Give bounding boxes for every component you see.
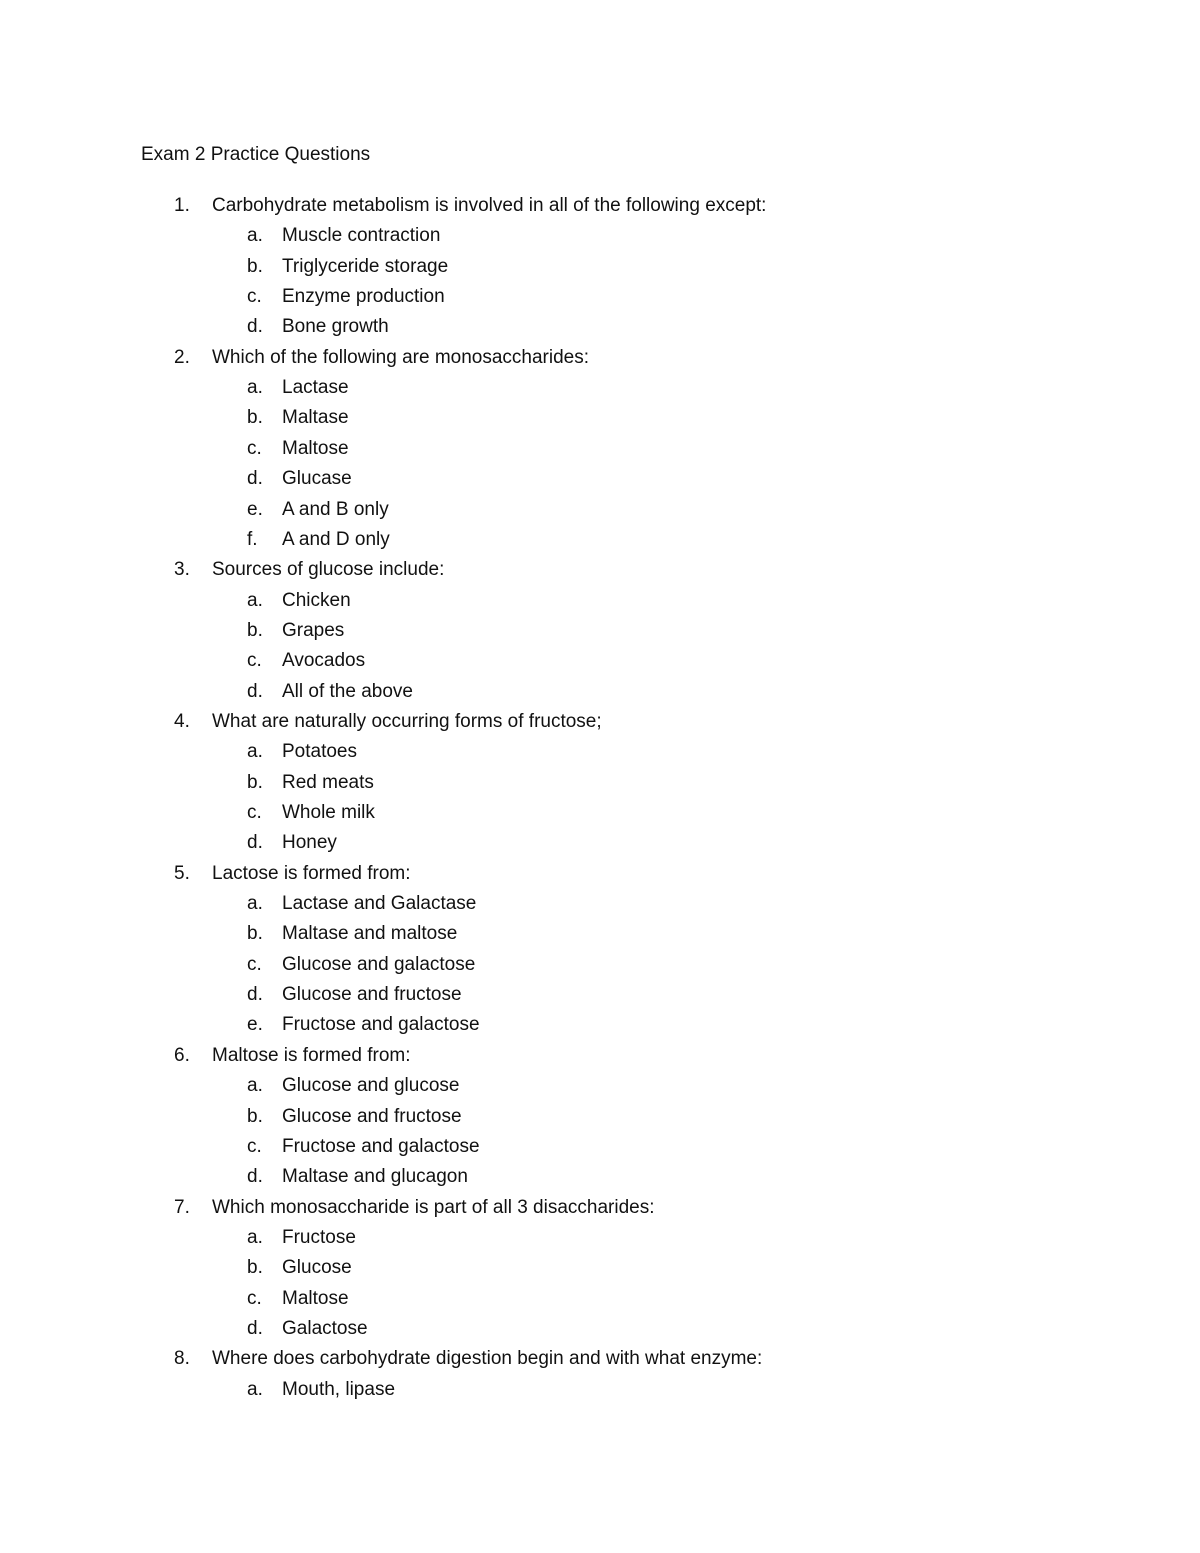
option-letter: a.: [247, 1075, 263, 1097]
option-text: Lactase and Galactase: [282, 893, 477, 915]
option-letter: b.: [247, 771, 263, 793]
option-letter: b.: [247, 255, 263, 277]
option-text: Fructose and galactose: [282, 1135, 480, 1157]
option-letter: b.: [247, 923, 263, 945]
question-text: Where does carbohydrate digestion begin and with what enzyme:: [212, 1348, 763, 1370]
option-letter: d.: [247, 1166, 263, 1188]
option-text: Enzyme production: [282, 286, 445, 308]
option-text: Glucose and fructose: [282, 984, 462, 1006]
question-text: Maltose is formed from:: [212, 1044, 411, 1066]
option-letter: d.: [247, 832, 263, 854]
question-text: Sources of glucose include:: [212, 559, 445, 581]
option-text: Whole milk: [282, 802, 375, 823]
option-text: Glucose: [282, 1257, 352, 1279]
option-text: Chicken: [282, 589, 351, 611]
option-letter: b.: [247, 1257, 263, 1279]
option-text: Fructose: [282, 1226, 356, 1248]
option-letter: c.: [247, 1287, 262, 1309]
question-text: Lactose is formed from:: [212, 862, 411, 884]
question-text: What are naturally occurring forms of fructose;: [212, 710, 602, 732]
option-letter: e.: [247, 1014, 263, 1036]
option-letter: b.: [247, 619, 263, 641]
option-text: Maltase and maltose: [282, 923, 458, 945]
option-text: Avocados: [282, 650, 366, 672]
option-text: Glucose and fructose: [282, 1105, 462, 1127]
question-text: Carbohydrate metabolism is involved in all of the following except:: [212, 195, 767, 216]
option-text: Galactose: [282, 1317, 368, 1339]
option-letter: c.: [247, 953, 262, 975]
question-number: 1.: [174, 195, 190, 216]
option-text: A and B only: [282, 498, 389, 520]
option-letter: d.: [247, 1317, 263, 1339]
option-letter: a.: [247, 1226, 263, 1248]
option-text: Muscle contraction: [282, 225, 441, 247]
question-number: 5.: [174, 862, 190, 884]
option-letter: c.: [247, 437, 262, 459]
option-letter: d.: [247, 316, 263, 338]
option-letter: a.: [247, 377, 263, 399]
option-text: Maltase: [282, 407, 349, 429]
option-letter: a.: [247, 893, 263, 915]
document-title: Exam 2 Practice Questions: [141, 144, 371, 165]
option-letter: a.: [247, 225, 263, 247]
option-text: Glucase: [282, 468, 352, 490]
option-text: Mouth, lipase: [282, 1378, 396, 1400]
option-letter: e.: [247, 498, 263, 520]
option-text: Fructose and galactose: [282, 1014, 480, 1036]
option-text: Grapes: [282, 619, 345, 641]
option-text: A and D only: [282, 528, 390, 550]
option-text: Triglyceride storage: [282, 255, 449, 277]
option-letter: d.: [247, 984, 263, 1006]
question-number: 3.: [174, 559, 190, 581]
option-text: Maltase and glucagon: [282, 1166, 468, 1188]
option-text: Maltose: [282, 1287, 349, 1309]
option-text: All of the above: [282, 680, 413, 702]
question-number: 7.: [174, 1196, 190, 1218]
option-letter: a.: [247, 1378, 263, 1400]
option-letter: c.: [247, 802, 262, 823]
option-text: Honey: [282, 832, 337, 854]
question-number: 6.: [174, 1044, 190, 1066]
option-letter: b.: [247, 407, 263, 429]
question-text: Which of the following are monosaccharides:: [212, 346, 590, 368]
question-number: 2.: [174, 346, 190, 368]
option-letter: a.: [247, 741, 263, 763]
option-letter: c.: [247, 1135, 262, 1157]
option-text: Maltose: [282, 437, 349, 459]
option-text: Bone growth: [282, 316, 389, 338]
option-letter: f.: [247, 528, 258, 550]
option-letter: d.: [247, 680, 263, 702]
option-text: Lactase: [282, 377, 349, 399]
option-letter: a.: [247, 589, 263, 611]
option-letter: c.: [247, 650, 262, 672]
question-number: 8.: [174, 1348, 190, 1370]
option-letter: d.: [247, 468, 263, 490]
option-letter: b.: [247, 1105, 263, 1127]
question-number: 4.: [174, 710, 190, 732]
option-text: Glucose and glucose: [282, 1075, 460, 1097]
question-text: Which monosaccharide is part of all 3 disaccharides:: [212, 1196, 655, 1218]
option-text: Red meats: [282, 771, 374, 793]
option-text: Glucose and galactose: [282, 953, 476, 975]
option-letter: c.: [247, 286, 262, 308]
option-text: Potatoes: [282, 741, 357, 763]
